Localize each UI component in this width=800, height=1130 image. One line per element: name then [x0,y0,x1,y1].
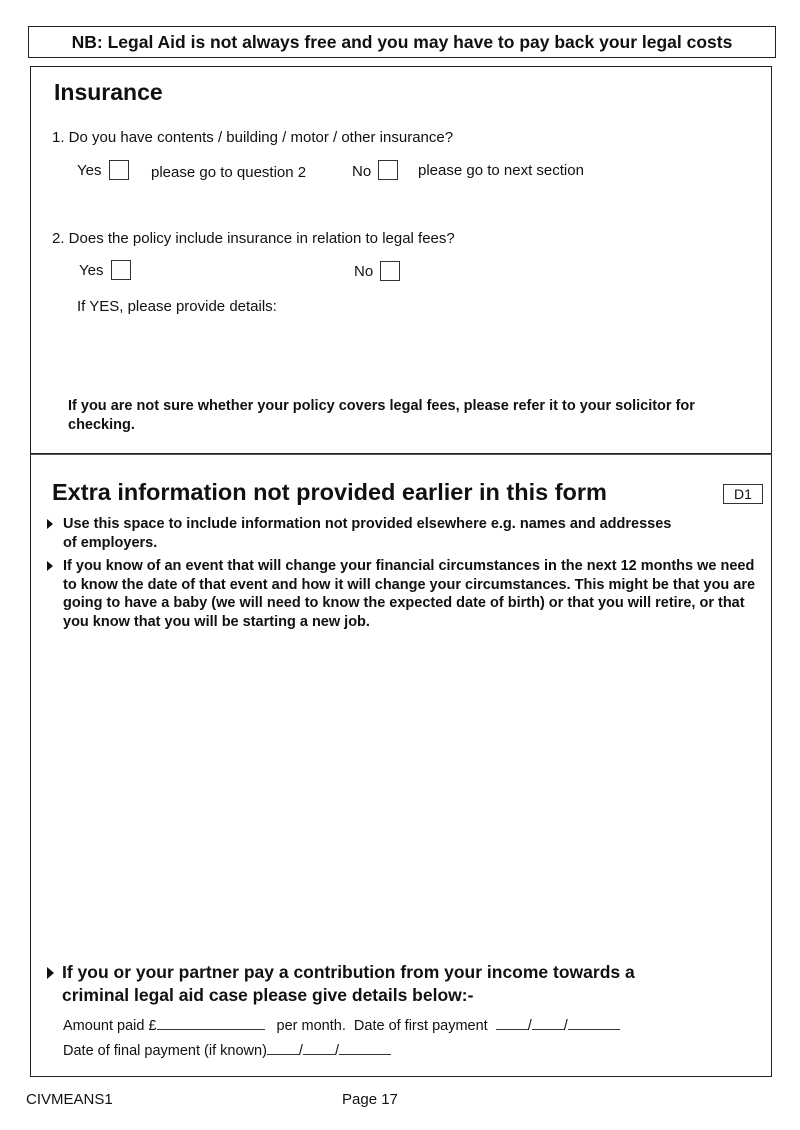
insurance-heading: Insurance [54,79,163,105]
date-separator: / [527,1018,532,1034]
q2-yes-label: Yes [79,262,104,279]
final-payment-month-field[interactable] [303,1041,335,1055]
extra-bullet-2-text: If you know of an event that will change your financial circumstances in the next 12 months we need to know the date of that event and how it will change your circumstances. This might be that you are going to have a baby (we will need to know the expected date of birth) or that you will retire, or that you know that you will be starting a new job. [63,558,756,630]
form-code: CIVMEANS1 [26,1091,113,1108]
date-separator: / [298,1043,303,1059]
insurance-note: If you are not sure whether your policy covers legal fees, please refer it to your solicitor for checking. [68,398,695,433]
legal-aid-notice-banner: NB: Legal Aid is not always free and you may have to pay back your legal costs [28,26,776,58]
first-payment-year-field[interactable] [568,1016,620,1030]
per-month-label: per month. [276,1018,346,1034]
amount-paid-label: Amount paid £ [63,1018,157,1034]
q2-details-label: If YES, please provide details: [77,298,277,315]
q1-no-label: No [352,163,372,180]
section-code-box: D1 [723,484,763,504]
date-separator: / [563,1018,568,1034]
final-payment-year-field[interactable] [339,1041,391,1055]
q1-no-checkbox[interactable] [378,160,398,180]
q2-details-area[interactable] [77,319,737,389]
insurance-section [30,66,772,454]
question-1-text: 1. Do you have contents / building / motor / other insurance? [52,129,454,146]
contribution-text: If you or your partner pay a contribution from your income towards a criminal legal aid case please give details below:- [62,962,635,1005]
page-number: Page 17 [342,1091,398,1108]
bullet-arrow-icon [47,519,53,529]
q2-yes-checkbox[interactable] [111,260,131,280]
final-payment-row [63,1041,391,1059]
bullet-arrow-icon [47,561,53,571]
extra-info-writing-area[interactable] [51,635,751,945]
extra-info-heading: Extra information not provided earlier in this form [52,479,607,505]
extra-bullet-1-text: Use this space to include information not provided elsewhere e.g. names and addresses of employers. [63,516,672,551]
final-payment-day-field[interactable] [267,1041,299,1055]
q1-yes-hint: please go to question 2 [151,164,307,181]
final-payment-label: Date of final payment (if known) [63,1043,267,1059]
date-separator: / [334,1043,339,1059]
question-2-text: 2. Does the policy include insurance in relation to legal fees? [52,230,455,247]
q2-no-checkbox[interactable] [380,261,400,281]
first-payment-month-field[interactable] [532,1016,564,1030]
bullet-arrow-icon [47,967,54,979]
first-payment-day-field[interactable] [496,1016,528,1030]
first-payment-label: Date of first payment [353,1018,488,1034]
extra-info-section [30,454,772,1077]
amount-paid-field[interactable] [157,1016,265,1030]
q1-yes-checkbox[interactable] [109,160,129,180]
q1-yes-label: Yes [77,162,102,179]
q1-no-hint: please go to next section [418,162,584,179]
q2-no-label: No [354,263,374,280]
amount-paid-row [63,1016,620,1034]
